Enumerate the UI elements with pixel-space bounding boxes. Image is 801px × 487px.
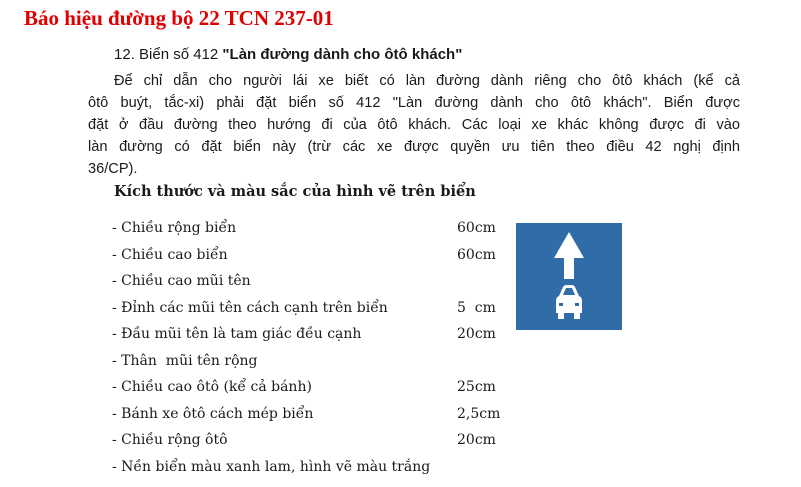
spec-row: [112, 406, 512, 433]
spec-row: [112, 379, 512, 406]
spec-row: [112, 247, 512, 274]
spec-label: - Đỉnh các mũi tên cách cạnh trên biển: [112, 299, 388, 316]
spec-label: - Chiều cao ôtô (kể cả bánh): [112, 379, 312, 395]
spec-label: - Chiều cao biển: [112, 246, 228, 263]
spec-value: 60cm: [457, 220, 496, 236]
paragraph-line: Để chỉ dẫn cho người lái xe biết có làn đường dành riêng cho ôtô khách (kể cả: [114, 73, 740, 89]
sign-412-bus-lane: [516, 223, 622, 330]
section-heading: [114, 46, 462, 63]
spec-value: 5 cm: [457, 299, 496, 316]
spec-label: - Chiều rộng ôtô: [112, 432, 228, 448]
spec-row: [112, 353, 512, 380]
page-title: Báo hiệu đường bộ 22 TCN 237-01: [24, 6, 334, 30]
spec-row: [112, 220, 512, 247]
section-number: 12. Biển số 412: [114, 46, 223, 63]
paragraph-line: ôtô buýt, tắc-xi) phải đặt biển số 412 "Làn đường dành cho ôtô khách". Biển được: [88, 95, 740, 111]
paragraph-line: 36/CP).: [88, 161, 138, 177]
spec-value: 2,5cm: [457, 405, 501, 422]
paragraph-line: đặt ở đầu đường theo hướng đi của ôtô khách. Các loại xe khác không được đi vào: [88, 117, 740, 133]
spec-heading: Kích thước và màu sắc của hình vẽ trên biển: [114, 183, 476, 200]
spec-value: 60cm: [457, 246, 496, 263]
spec-row: [112, 326, 512, 353]
spec-list: [112, 220, 512, 485]
spec-label: - Chiều rộng biển: [112, 220, 237, 236]
spec-label: - Nền biển màu xanh lam, hình vẽ màu trắng: [112, 458, 431, 475]
spec-value: 20cm: [457, 326, 496, 342]
spec-label: - Đầu mũi tên là tam giác đều cạnh: [112, 326, 362, 342]
description-paragraph: [88, 70, 740, 180]
sign-graphic: [516, 223, 622, 330]
spec-row: [112, 459, 512, 486]
spec-label: - Bánh xe ôtô cách mép biển: [112, 405, 314, 422]
spec-label: - Thân mũi tên rộng: [112, 352, 258, 369]
spec-value: 25cm: [457, 379, 496, 395]
section-sign-title: "Làn đường dành cho ôtô khách": [222, 46, 463, 63]
spec-row: [112, 300, 512, 327]
spec-row: [112, 432, 512, 459]
spec-label: - Chiều cao mũi tên: [112, 273, 251, 289]
spec-row: [112, 273, 512, 300]
spec-value: 20cm: [457, 432, 496, 448]
paragraph-line: làn đường có đặt biển này (trừ các xe được quyền ưu tiên theo điều 42 nghị định: [88, 139, 740, 155]
